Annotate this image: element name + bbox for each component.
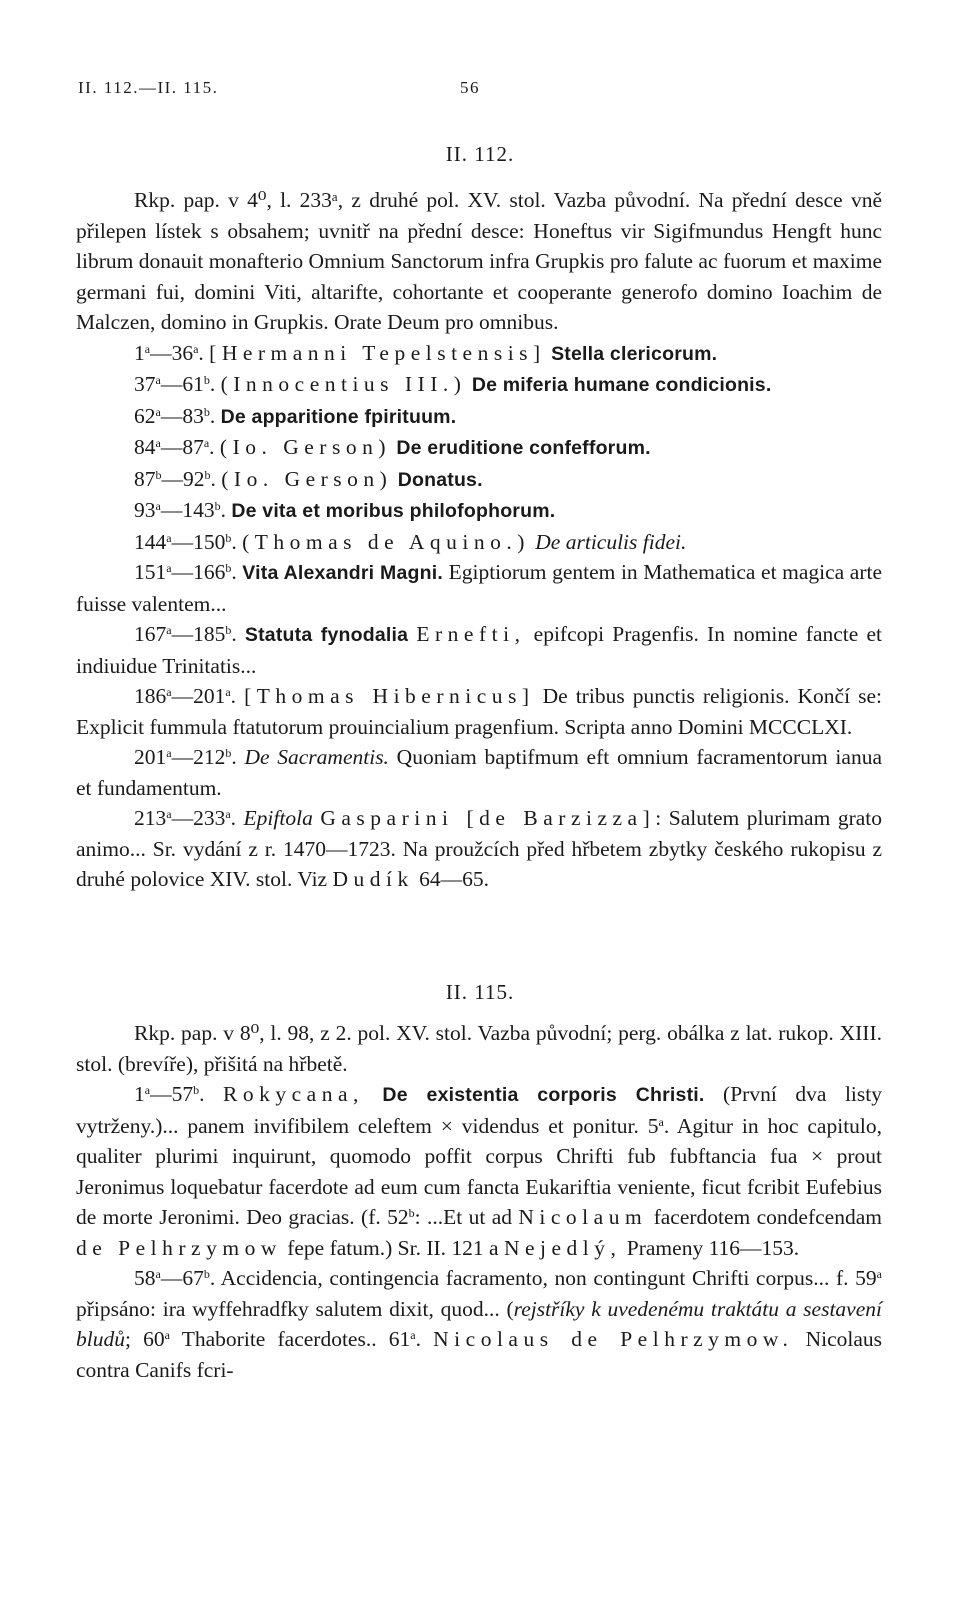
manuscript-description: Rkp. pap. v 8⁰, l. 98, z 2. pol. XV. stol. Vazba původní; perg. obálka z lat. rukop. XIII. stol. (brevíře), přišitá na hřbetě. (76, 1021, 882, 1076)
content-entry: 186$^a$—201$^a$. [Thomas Hibernicus] De tribus punctis religionis. Končí se: Explicit fummula ftatutorum prouincialium pragenfium. Scripta anno Domini MCCCLXI. (76, 684, 882, 739)
content-entry: 1$^a$—57$^b$. Rokycana, De existentia corporis Christi. (První dva listy vytrženy.)... panem invifibilem celeftem × videndus et ponitur. 5$^a$. Agitur in hoc capitulo, qualiter plurimi inquirunt, quomodo poffit corpus Chrifti fub fubftancia fua × prout Jeronimus loquebatur facerdote ad eum cum fancta Eukariftia veniente, ficut fcribit Eufebius de morte Jeronimi. Deo gracias. (f. 52$^b$: ...Et ut ad Nicolaum facerdotem condefcendam de Pelhrzymow fepe fatum.) Sr. II. 121 a Nejedlý, Prameny 116—153. (76, 1082, 883, 1260)
content-entry: 93$^a$—143$^b$. De vita et moribus philofophorum. (134, 498, 556, 522)
running-header: II. 112.—II. 115. (78, 78, 219, 97)
content-entry: 84$^a$—87$^a$. (Io. Gerson) De eruditione confefforum. (134, 435, 651, 459)
content-entry: 167$^a$—185$^b$. Statuta fynodalia Ernefti, epifcopi Pragenfis. In nomine fancte et indiuidue Trinitatis... (76, 622, 882, 678)
content-entry: 1$^a$—36$^a$. [Hermanni Tepelstensis] Stella clericorum. (134, 340, 718, 365)
content-entry: 151$^a$—166$^b$. Vita Alexandri Magni. Egiptiorum gentem in Mathematica et magica arte fuisse valentem... (76, 560, 882, 616)
manuscript-description: Rkp. pap. v 4⁰, l. 233ᵃ, z druhé pol. XV. stol. Vazba původní. Na přední desce vně přilepen lístek s obsahem; uvnitř na přední desce: Honeftus vir Sigifmundus Hengft hunc librum donauit monafterio Omnium Sanctorum infra Grupkis pro falute ac fuorum et maxime germani fui, domini Viti, altarifte, cohortante et cooperante generofo domino Ioachim de Malczen, domino in Grupkis. Orate Deum pro omnibus. (76, 188, 882, 334)
section-115-body (76, 1018, 882, 1385)
page-number: 56 (460, 78, 480, 97)
section-title-115: II. 115. (445, 980, 515, 1004)
content-entry: 87$^b$—92$^b$. (Io. Gerson) Donatus. (134, 466, 483, 491)
section-112-body (76, 185, 882, 895)
content-entry: 144$^a$—150$^b$. (Thomas de Aquino.) De articulis fidei. (134, 529, 687, 554)
content-entry: 201$^a$—212$^b$. De Sacramentis. Quoniam baptifmum eft omnium facramentorum ianua et fundamentum. (76, 745, 882, 800)
content-entry: 58$^a$—67$^b$. Accidencia, contingencia facramento, non contingunt Chrifti corpus... f. 59$^a$ připsáno: ira wyffehradfky salutem dixit, quod... (rejstříky k uvedenému traktátu a sestavení bludů; 60$^a$ Thaborite facerdotes.. 61$^a$. Nicolaus de Pelhrzymow. Nicolaus contra Canifs fcri- (76, 1266, 882, 1382)
content-entry: 213$^a$—233$^a$. Epiftola Gasparini [de Barzizza]: Salutem plurimam grato animo... Sr. vydání z r. 1470—1723. Na proužcích před hřbetem zbytky českého rukopisu z druhé polovice XIV. stol. Viz Dudík 64—65. (76, 806, 883, 891)
content-entry: 62$^a$—83$^b$. De apparitione fpirituum. (134, 403, 457, 428)
section-title-112: II. 112. (445, 142, 515, 166)
content-entry: 37$^a$—61$^b$. (Innocentius III.) De miferia humane condicionis. (134, 372, 772, 396)
